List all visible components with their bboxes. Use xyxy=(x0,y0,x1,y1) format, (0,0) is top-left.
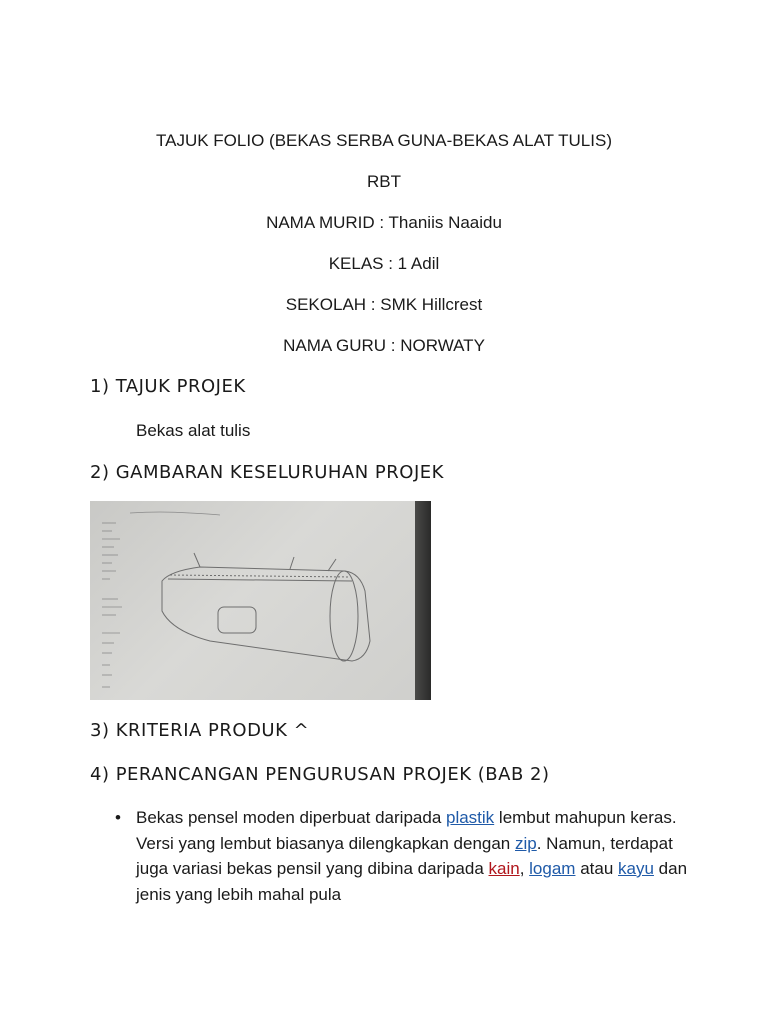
section-3-heading: 3) KRITERIA PRODUK ^ xyxy=(90,720,310,741)
link-plastik[interactable]: plastik xyxy=(446,808,495,827)
section-2-heading: 2) GAMBARAN KESELURUHAN PROJEK xyxy=(90,462,444,483)
bullet-text-5: atau xyxy=(575,859,619,878)
bullet-text-3: . Namun, terdapat juga variasi bekas pensil yang dibina daripada xyxy=(136,833,673,878)
teacher-line: NAMA GURU : NORWATY xyxy=(283,336,485,355)
bullet-text-2: lembut mahupun keras. Versi yang lembut biasanya dilengkapkan dengan xyxy=(136,808,677,853)
class-line: KELAS : 1 Adil xyxy=(328,254,440,273)
bullet-text-1: Bekas pensel moden diperbuat daripada xyxy=(136,808,446,827)
photo-dark-edge xyxy=(415,501,431,700)
section-1-heading: 1) TAJUK PROJEK xyxy=(90,376,246,397)
student-name-line: NAMA MURID : Thaniis Naaidu xyxy=(266,213,502,232)
bullet-point-icon: • xyxy=(115,808,121,827)
subject-line: RBT xyxy=(367,172,401,191)
bullet-text-4: , xyxy=(519,859,530,878)
section-4-heading: 4) PERANCANGAN PENGURUSAN PROJEK (BAB 2) xyxy=(90,764,550,785)
school-line: SEKOLAH : SMK Hillcrest xyxy=(285,295,483,314)
bullet-text-6: dan jenis yang lebih mahal pula xyxy=(136,859,688,904)
project-sketch-photo xyxy=(90,501,431,700)
link-kayu[interactable]: kayu xyxy=(618,859,654,878)
link-zip[interactable]: zip xyxy=(515,833,537,853)
bullet-list xyxy=(115,805,696,907)
link-logam[interactable]: logam xyxy=(529,859,576,878)
pencil-case-sketch xyxy=(90,501,431,700)
folio-title: TAJUK FOLIO (BEKAS SERBA GUNA-BEKAS ALAT TULIS) xyxy=(156,131,612,150)
link-kain[interactable]: kain xyxy=(488,859,520,878)
section-1-body: Bekas alat tulis xyxy=(136,421,251,440)
